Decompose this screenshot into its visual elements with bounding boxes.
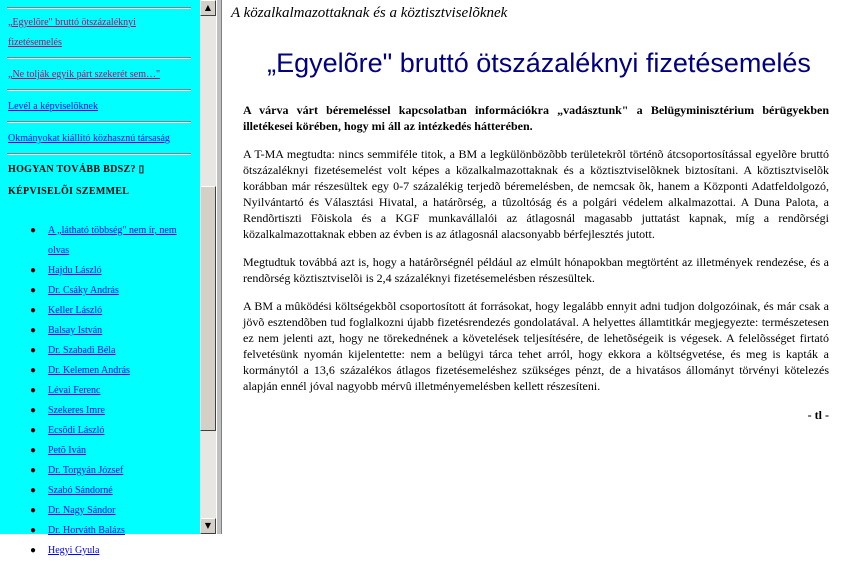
list-item [30, 541, 200, 561]
article-paragraph: Megtudtuk továbbá azt is, hogy a határõrségnél például az elmúlt hónapokban megtörtént az illetmények rendezése, és a rendõrség köztisztviselõi is 2,4 százaléknyi fizetésemelésben részesültek. [243, 255, 829, 285]
left-frame-scrollbar[interactable] [200, 0, 216, 534]
article-lead: A várva várt béremeléssel kapcsolatban információkra „vadásztunk" a Belügyminisztérium bérügyekben illetékesei körében, hogy mi áll az intézkedés hátterében. [243, 103, 829, 133]
bullet-icon: ● [30, 325, 37, 336]
article-signature: - tl - [807, 408, 829, 422]
list-item [30, 521, 200, 541]
person-link[interactable]: Hegyi Gyula [48, 545, 100, 556]
list-item [30, 361, 200, 381]
person-link[interactable]: Dr. Szabadi Béla [48, 345, 116, 356]
list-item [30, 481, 200, 501]
article-paragraph: A BM a mûködési költségekbõl csoportosított át forrásokat, hogy legalább ennyit adni tudjon dolgozóinak, és már csak a jövõ esztendõben tud foglalkozni újabb fizetésrendezés gondolatával. A helyettes államtitkár megjegyezte: természetesen ez nem jelenti azt, hogy ne törekednének a követelések teljesítésére, de lehetõségeik is végesek. A felelõsséget firtató felvetésünk nyomán kijelentette: nem a belügyi tárca tehet arról, hogy ekkora a költségvetése, és meg is kapták a kormánytól a 13,6 százalékos átlagos fizetésemeléshez szükséges pénzt, de a hivatásos állományt törvényi kötelezés alapján ennél jóval nagyobb mérvû illetményemelésben kellett részesíteni. [243, 299, 829, 393]
bullet-icon: ● [30, 305, 37, 316]
bullet-icon: ● [30, 405, 37, 416]
bullet-icon: ● [30, 365, 37, 376]
article-frame [222, 0, 856, 534]
nav-link-level-kepviseloknek[interactable]: Levél a képviselõknek [8, 101, 98, 112]
person-link[interactable]: Lévai Ferenc [48, 385, 101, 396]
bullet-icon: ● [30, 225, 37, 236]
list-item [30, 261, 200, 281]
nav-link-fizetesemeles[interactable]: „Egyelõre" bruttó ötszázaléknyi fizetésemelés [8, 17, 136, 48]
bullet-icon: ● [30, 445, 37, 456]
bullet-icon: ● [30, 485, 37, 496]
nav-link-okmanyokat[interactable]: Okmányokat kiállító közhasznú társaság [8, 133, 170, 144]
bullet-icon: ● [30, 385, 37, 396]
list-item [30, 281, 200, 301]
person-link[interactable]: Dr. Horváth Balázs [48, 525, 125, 536]
list-item [30, 441, 200, 461]
article-title: „Egyelõre" bruttó ötszázaléknyi fizetésemelés [267, 48, 811, 78]
scroll-down-icon[interactable]: ▼ [200, 518, 216, 534]
bullet-icon: ● [30, 545, 37, 556]
person-link[interactable]: Szekeres Imre [48, 405, 105, 416]
bullet-icon: ● [30, 285, 37, 296]
bullet-icon: ● [30, 525, 37, 536]
person-link[interactable]: Petõ Iván [48, 445, 87, 456]
list-item [30, 501, 200, 521]
person-link[interactable]: Dr. Torgyán József [48, 465, 124, 476]
scrollbar-track[interactable] [200, 16, 216, 518]
person-link[interactable]: A „látható többség" nem ír, nem olvas [48, 225, 177, 256]
bullet-icon: ● [30, 425, 37, 436]
list-item [30, 401, 200, 421]
person-link[interactable]: Hajdu László [48, 265, 102, 276]
bullet-icon: ● [30, 505, 37, 516]
bullet-icon: ● [30, 265, 37, 276]
bullet-icon: ● [30, 345, 37, 356]
person-link[interactable]: Szabó Sándorné [48, 485, 113, 496]
list-item [30, 341, 200, 361]
bullet-icon: ● [30, 465, 37, 476]
person-link[interactable]: Balsay István [48, 325, 103, 336]
list-item [30, 221, 200, 261]
scrollbar-thumb[interactable] [200, 186, 216, 431]
list-item [30, 381, 200, 401]
list-item [30, 461, 200, 481]
list-item [30, 301, 200, 321]
scroll-up-icon[interactable]: ▲ [200, 0, 216, 16]
list-item [30, 321, 200, 341]
person-link[interactable]: Ecsõdi László [48, 425, 105, 436]
section-caption: A közalkalmazottaknak és a köztisztviselõknek [231, 5, 508, 21]
section-title-hogyan-tovabb: HOGYAN TOVÁBB BDSZ? ▯ KÉPVISELÕI SZEMMEL [8, 164, 145, 197]
person-link[interactable]: Dr. Nagy Sándor [48, 505, 116, 516]
person-link[interactable]: Dr. Csáky András [48, 285, 119, 296]
person-link[interactable]: Dr. Kelemen András [48, 365, 130, 376]
nav-link-ne-toljak[interactable]: „Ne tolják egyik párt szekerét sem…" [8, 69, 161, 80]
list-item [30, 421, 200, 441]
person-link[interactable]: Keller László [48, 305, 103, 316]
article-paragraph: A T-MA megtudta: nincs semmiféle titok, a BM a legkülönbözõbb területekrõl történõ átcsoportosítással egyelõre bruttó ötszázaléknyi fizetésemelést volt képes a közalkalmazottaknak és a köztisztviselõknek biztosítani. A köztisztviselõk korábban már részesültek egy 0-7 százalékig terjedõ béremelésben, de nemcsak õk, hanem a Központi Adatfeldolgozó, Nyilvántartó és Választási Hivatal, a határõrség, a tûzoltóság és a polgári védelem alkalmazottai. A Duna Palota, a Rendõrtiszti Fõiskola és a KGF munkavállalói az átlagosnál magasabb juttatást kapnak, míg a rendõrségi közalkalmazottaknak ebben az évben is az átlagosnál alacsonyabb bérfejlesztés jutott. [243, 147, 829, 241]
left-navigation-frame [0, 0, 200, 556]
person-list [0, 221, 200, 561]
